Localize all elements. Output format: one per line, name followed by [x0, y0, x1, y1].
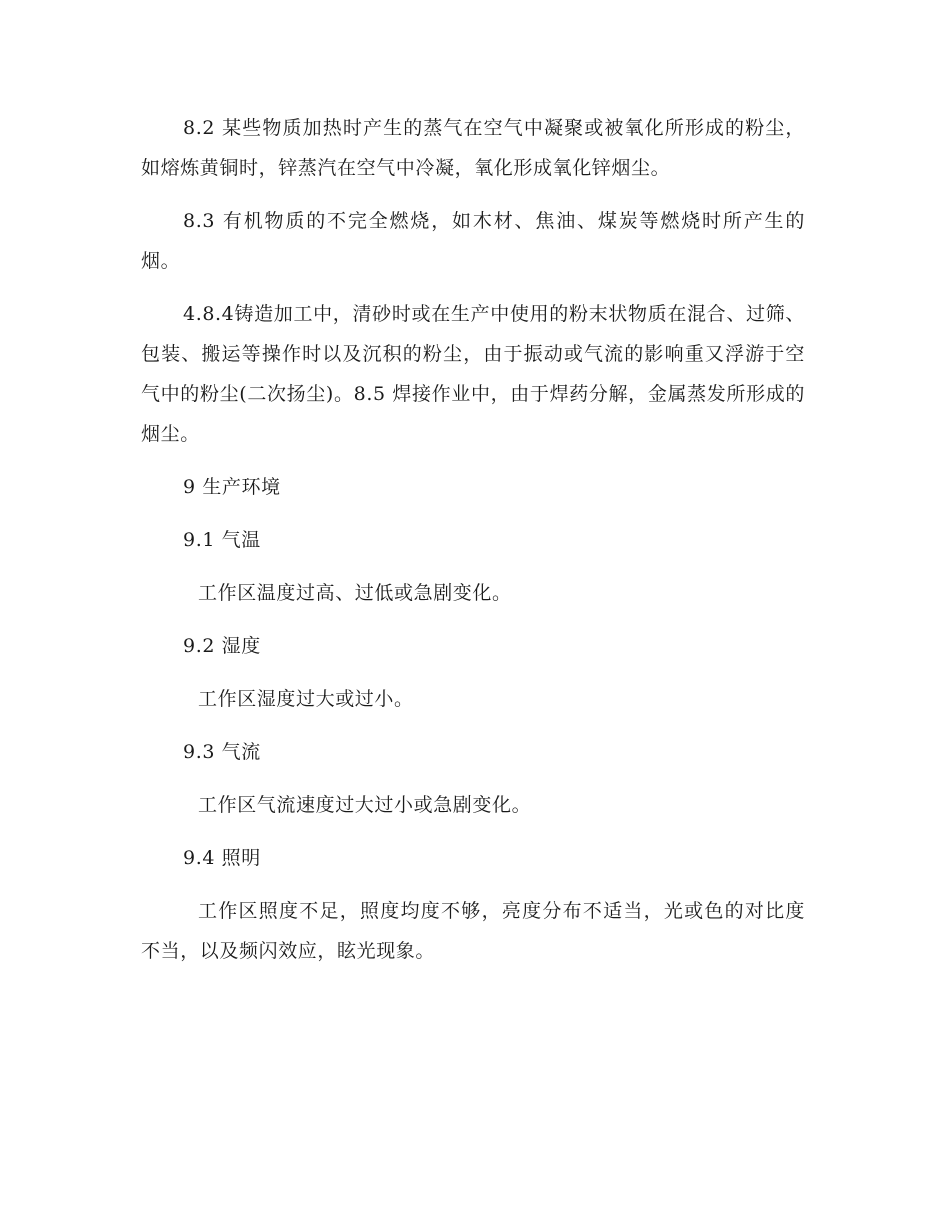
- document-body: [141, 108, 805, 984]
- subheading-9-3: 9.3 气流: [183, 741, 261, 763]
- subheading-9-2: 9.2 湿度: [183, 635, 261, 657]
- paragraph-8-3: 8.3 有机物质的不完全燃烧，如木材、焦油、煤炭等燃烧时所产生的烟。: [141, 210, 805, 272]
- paragraph-9-3-body: 工作区气流速度过大过小或急剧变化。: [198, 794, 532, 816]
- paragraph-8-2: 8.2 某些物质加热时产生的蒸气在空气中凝聚或被氧化所形成的粉尘，如熔炼黄铜时，锌蒸汽在空气中冷凝，氧化形成氧化锌烟尘。: [141, 117, 805, 179]
- section-heading-9: 9 生产环境: [183, 476, 281, 498]
- paragraph-9-2-body: 工作区湿度过大或过小。: [198, 688, 414, 710]
- subheading-9-4: 9.4 照明: [183, 847, 261, 869]
- paragraph-9-1-body: 工作区温度过高、过低或急剧变化。: [198, 582, 512, 604]
- subheading-9-1: 9.1 气温: [183, 529, 261, 551]
- paragraph-9-4-body: 工作区照度不足，照度均度不够，亮度分布不适当，光或色的对比度不当，以及频闪效应，眩光现象。: [141, 900, 805, 962]
- paragraph-4-8-4: 4.8.4铸造加工中，清砂时或在生产中使用的粉末状物质在混合、过筛、包装、搬运等操作时以及沉积的粉尘，由于振动或气流的影响重又浮游于空气中的粉尘(二次扬尘)。8.5 焊接作业中，由于焊药分解，金属蒸发所形成的烟尘。: [141, 303, 805, 445]
